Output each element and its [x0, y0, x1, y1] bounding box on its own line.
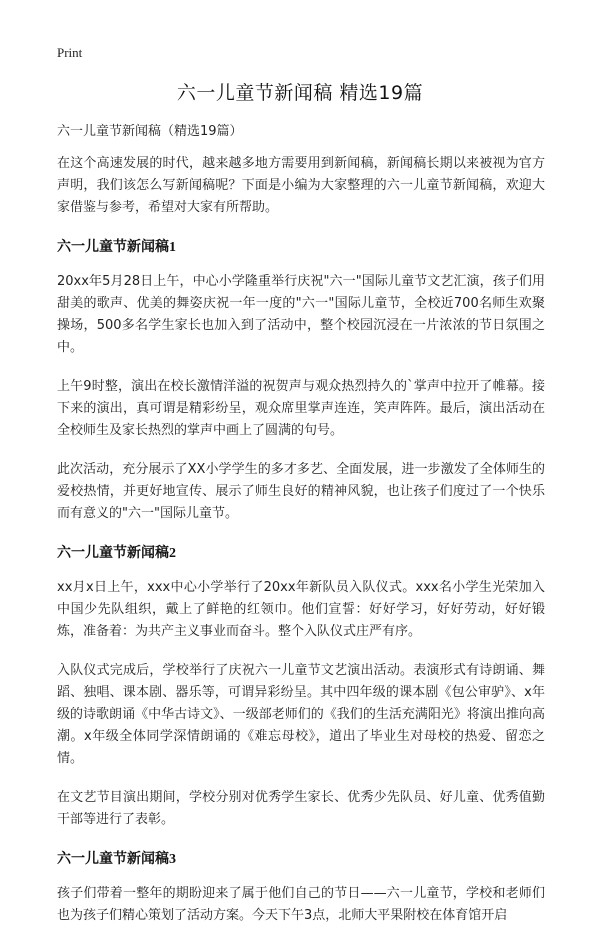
print-link[interactable]: Print: [57, 45, 83, 60]
article-subtitle: 六一儿童节新闻稿（精选19篇）: [57, 124, 243, 139]
section-1-paragraph-2: 上午9时整，演出在校长激情洋溢的祝贺声与观众热烈持久的`掌声中拉开了帷幕。接下来的演出，真可谓是精彩纷呈，观众席里掌声连连，笑声阵阵。最后，演出活动在全校师生及家长热烈的掌声中画上了圆满的句号。: [57, 379, 545, 438]
section-1-paragraph-1: 20xx年5月28日上午，中心小学隆重举行庆祝"六一"国际儿童节文艺汇演，孩子们用甜美的歌声、优美的舞姿庆祝一年一度的"六一"国际儿童节，全校近700名师生欢聚操场，500多名学生家长也加入到了活动中，整个校园沉浸在一片浓浓的节日氛围之中。: [57, 274, 545, 355]
section-heading-number: 2: [169, 546, 176, 561]
section-heading-1: [57, 236, 545, 259]
section-heading-number: 3: [169, 852, 176, 867]
article-body: [57, 121, 545, 944]
section-heading-text: 六一儿童节新闻稿: [57, 545, 169, 561]
section-heading-text: 六一儿童节新闻稿: [57, 239, 169, 255]
section-heading-3: [57, 848, 545, 871]
section-heading-2: [57, 542, 545, 565]
section-1-paragraph-3: 此次活动，充分展示了XX小学学生的多才多艺、全面发展，进一步激发了全体师生的爱校热情，并更好地宣传、展示了师生良好的精神风貌，也让孩子们度过了一个快乐而有意义的"六一"国际儿童节。: [57, 462, 545, 521]
section-2-paragraph-1: xx月x日上午，xxx中心小学举行了20xx年新队员入队仪式。xxx名小学生光荣加入中国少先队组织，戴上了鲜艳的红领巾。他们宣誓：好好学习，好好劳动，好好锻炼，准备着：为共产主义事业而奋斗。整个入队仪式庄严有序。: [57, 580, 545, 639]
section-2-paragraph-2: 入队仪式完成后，学校举行了庆祝六一儿童节文艺演出活动。表演形式有诗朗诵、舞蹈、独唱、课本剧、器乐等，可谓异彩纷呈。其中四年级的课本剧《包公审驴》、x年级的诗歌朗诵《中华古诗文》、一级部老师们的《我们的生活充满阳光》将演出推向高潮。x年级全体同学深情朗诵的《难忘母校》，道出了毕业生对母校的热爱、留恋之情。: [57, 663, 545, 766]
intro-paragraph: 在这个高速发展的时代，越来越多地方需要用到新闻稿，新闻稿长期以来被视为官方声明，我们该怎么写新闻稿呢？下面是小编为大家整理的六一儿童节新闻稿，欢迎大家借鉴与参考，希望对大家有所帮助。: [57, 156, 545, 215]
section-3-paragraph-1: 孩子们带着一整年的期盼迎来了属于他们自己的节日——六一儿童节，学校和老师们也为孩子们精心策划了活动方案。今天下午3点，北师大平果附校在体育馆开启: [57, 886, 545, 923]
page-title: 六一儿童节新闻稿 精选19篇: [176, 82, 424, 104]
section-heading-text: 六一儿童节新闻稿: [57, 851, 169, 867]
section-heading-number: 1: [169, 240, 176, 255]
section-2-paragraph-3: 在文艺节目演出期间，学校分别对优秀学生家长、优秀少先队员、好儿童、优秀值勤干部等进行了表彰。: [57, 790, 545, 827]
